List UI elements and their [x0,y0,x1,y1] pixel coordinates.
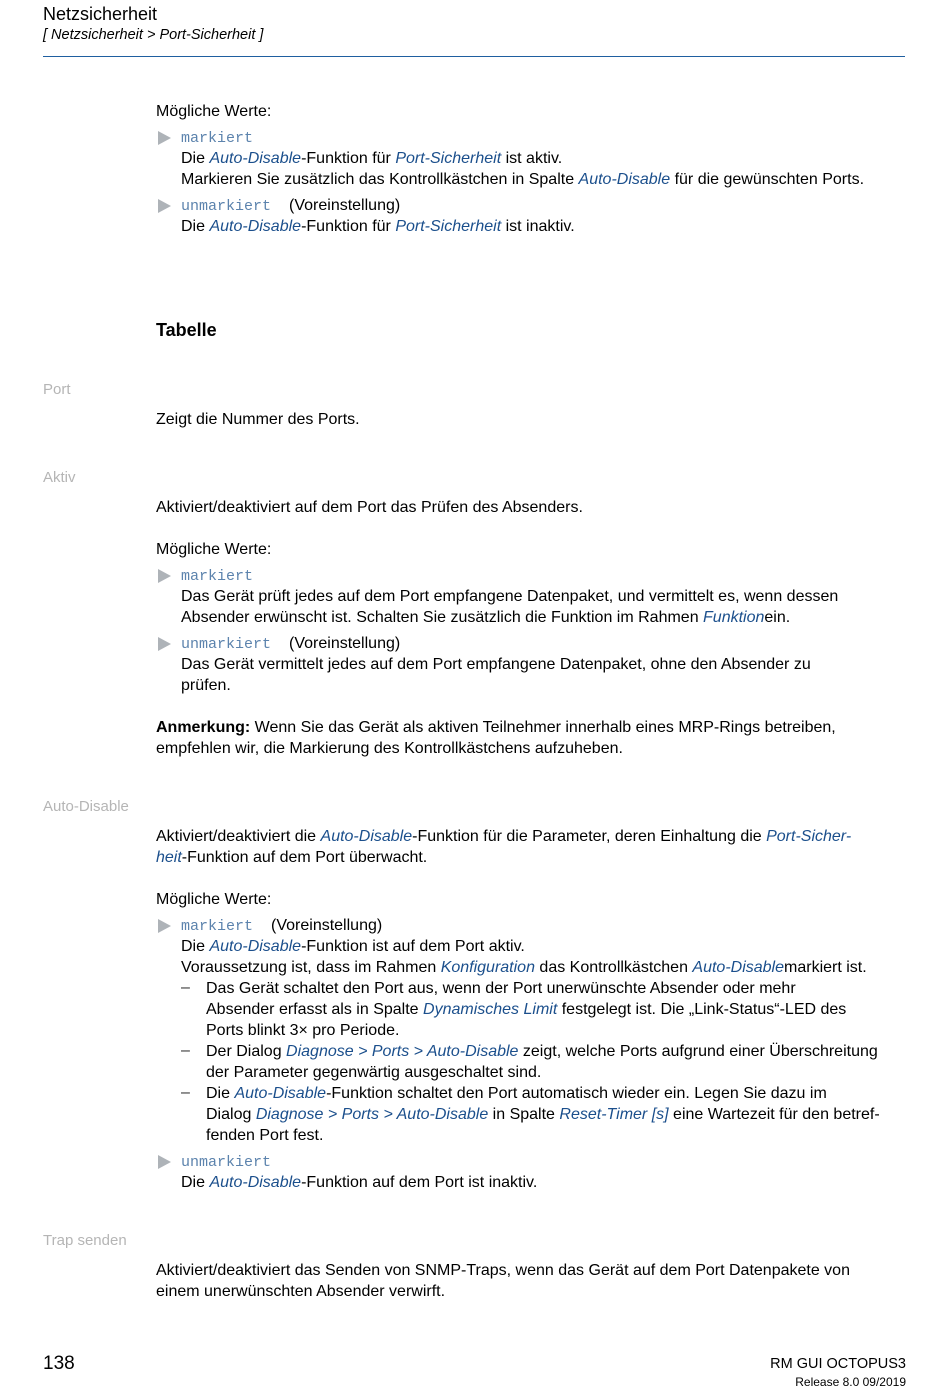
list-item: Ports blinkt 3× pro Periode. [206,1022,400,1039]
value-description: Absender erwünscht ist. Schalten Sie zusätzlich die Funktion im Rahmen Funktionein. [181,609,791,626]
bullet-triangle-icon [158,1155,171,1169]
value-description: Das Gerät prüft jedes auf dem Port empfangene Datenpaket, und vermittelt es, wenn dessen [181,588,839,605]
page-header-title: Netzsicherheit [43,4,158,24]
value-option: unmarkiert (Voreinstellung) [181,197,401,215]
value-description: Markieren Sie zusätzlich das Kontrollkästchen in Spalte Auto-Disable für die gewünschten Ports. [181,171,865,188]
field-label-auto-disable: Auto-Disable [43,798,129,815]
dash-bullet: – [181,1042,190,1059]
value-option: markiert [181,130,254,147]
value-option: unmarkiert (Voreinstellung) [181,635,401,653]
value-description: Die Auto-Disable-Funktion für Port-Sicherheit ist inaktiv. [181,218,575,235]
note: Anmerkung: Wenn Sie das Gerät als aktiven Teilnehmer innerhalb eines MRP-Rings betreiben, [156,719,836,736]
value-description: Die Auto-Disable-Funktion ist auf dem Port aktiv. [181,938,525,955]
list-item: Das Gerät schaltet den Port aus, wenn der Port unerwünschte Absender oder mehr [206,980,796,997]
field-label-port: Port [43,381,71,398]
value-description: Die Auto-Disable-Funktion für Port-Sicherheit ist aktiv. [181,150,563,167]
list-item: Der Dialog Diagnose > Ports > Auto-Disable zeigt, welche Ports aufgrund einer Überschreitung [206,1043,878,1060]
field-label-aktiv: Aktiv [43,469,76,486]
field-description: Zeigt die Nummer des Ports. [156,411,360,428]
list-item: Absender erfasst als in Spalte Dynamisches Limit festgelegt ist. Die „Link-Status“-LED des [206,1001,847,1018]
bullet-triangle-icon [158,199,171,213]
possible-values-heading: Mögliche Werte: [156,541,272,558]
value-option: markiert [181,568,254,585]
product-name: RM GUI OCTOPUS3 [770,1356,906,1372]
list-item: Dialog Diagnose > Ports > Auto-Disable in Spalte Reset-Timer [s] eine Wartezeit für den betref- [206,1106,880,1123]
header-divider [43,56,905,57]
value-option: markiert (Voreinstellung) [181,917,383,935]
value-description: Das Gerät vermittelt jedes auf dem Port empfangene Datenpaket, ohne den Absender zu [181,656,811,673]
section-heading: Tabelle [156,320,217,340]
list-item: fenden Port fest. [206,1127,324,1144]
note: empfehlen wir, die Markierung des Kontrollkästchens aufzuheben. [156,740,623,757]
possible-values-heading: Mögliche Werte: [156,103,272,120]
dash-bullet: – [181,979,190,996]
bullet-triangle-icon [158,131,171,145]
value-description: Voraussetzung ist, dass im Rahmen Konfiguration das Kontrollkästchen Auto-Disablemarkiert ist. [181,959,867,976]
value-description: prüfen. [181,677,231,694]
field-description: Aktiviert/deaktiviert das Senden von SNMP-Traps, wenn das Gerät auf dem Port Datenpakete von [156,1262,850,1279]
field-description: Aktiviert/deaktiviert auf dem Port das Prüfen des Absenders. [156,499,583,516]
bullet-triangle-icon [158,919,171,933]
list-item: Die Auto-Disable-Funktion schaltet den Port automatisch wieder ein. Legen Sie dazu im [206,1085,827,1102]
page-number: 138 [43,1353,75,1374]
value-description: Die Auto-Disable-Funktion auf dem Port ist inaktiv. [181,1174,538,1191]
dash-bullet: – [181,1084,190,1101]
possible-values-heading: Mögliche Werte: [156,891,272,908]
bullet-triangle-icon [158,637,171,651]
bullet-triangle-icon [158,569,171,583]
field-description: Aktiviert/deaktiviert die Auto-Disable-Funktion für die Parameter, deren Einhaltung die Port-Sicher- [156,828,852,845]
value-option: unmarkiert [181,1154,272,1171]
field-description: einem unerwünschten Absender verwirft. [156,1283,446,1300]
release-info: Release 8.0 09/2019 [795,1375,906,1389]
field-description: heit-Funktion auf dem Port überwacht. [156,849,428,866]
breadcrumb: [ Netzsicherheit > Port-Sicherheit ] [43,27,264,43]
field-label-trap-senden: Trap senden [43,1232,127,1249]
list-item: der Parameter gegenwärtig ausgeschaltet sind. [206,1064,542,1081]
